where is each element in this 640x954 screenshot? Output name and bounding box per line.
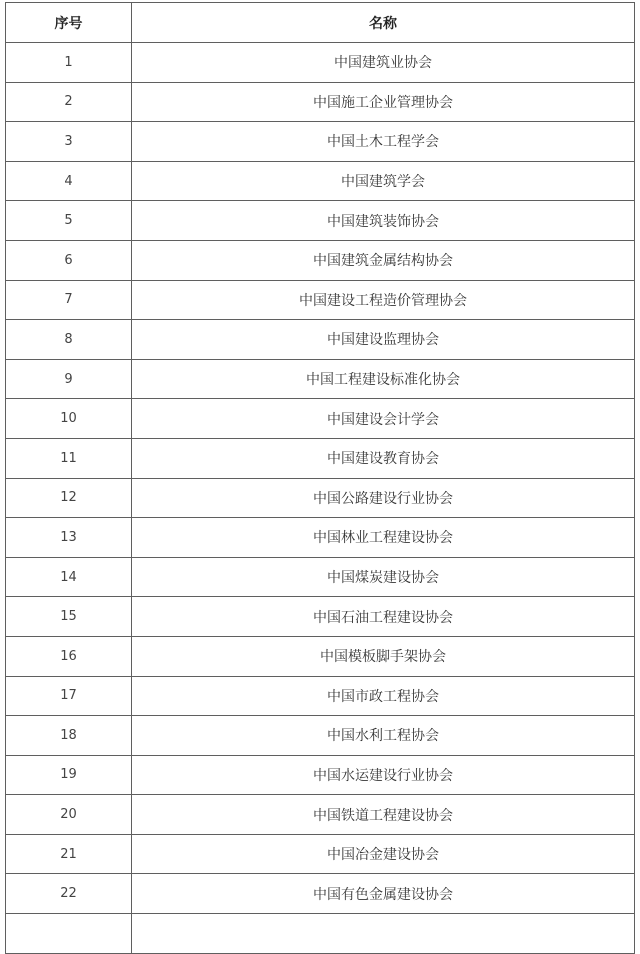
table-row xyxy=(6,676,635,716)
row-serial-number: 2 xyxy=(6,82,132,122)
row-serial-number: 14 xyxy=(6,557,132,597)
table-row xyxy=(6,161,635,201)
row-serial-number: 21 xyxy=(6,834,132,874)
table-row xyxy=(6,795,635,835)
row-association-name: 中国市政工程协会 xyxy=(132,676,635,716)
table-row xyxy=(6,320,635,360)
row-serial-number: 16 xyxy=(6,636,132,676)
table-row xyxy=(6,874,635,914)
table-row xyxy=(6,636,635,676)
row-serial-number: 6 xyxy=(6,240,132,280)
table-row xyxy=(6,399,635,439)
table-row xyxy=(6,43,635,83)
row-serial-number: 15 xyxy=(6,597,132,637)
row-association-name: 中国建筑业协会 xyxy=(132,43,635,83)
table-row xyxy=(6,201,635,241)
row-association-name: 中国煤炭建设协会 xyxy=(132,557,635,597)
row-serial-number: 11 xyxy=(6,438,132,478)
table-body xyxy=(6,43,635,954)
row-serial-number: 19 xyxy=(6,755,132,795)
row-serial-number: 17 xyxy=(6,676,132,716)
table-row xyxy=(6,122,635,162)
row-association-name: 中国建筑金属结构协会 xyxy=(132,240,635,280)
row-serial-number: 13 xyxy=(6,518,132,558)
row-association-name: 中国水利工程协会 xyxy=(132,716,635,756)
row-serial-number: 7 xyxy=(6,280,132,320)
row-serial-number: 18 xyxy=(6,716,132,756)
table-row xyxy=(6,834,635,874)
row-serial-number: 1 xyxy=(6,43,132,83)
table-row xyxy=(6,914,635,954)
row-serial-number xyxy=(6,914,132,954)
row-serial-number: 10 xyxy=(6,399,132,439)
row-association-name: 中国公路建设行业协会 xyxy=(132,478,635,518)
row-association-name: 中国建设监理协会 xyxy=(132,320,635,360)
row-association-name: 中国建设教育协会 xyxy=(132,438,635,478)
row-association-name: 中国建筑装饰协会 xyxy=(132,201,635,241)
table-row xyxy=(6,518,635,558)
table-row xyxy=(6,240,635,280)
row-serial-number: 20 xyxy=(6,795,132,835)
row-serial-number: 4 xyxy=(6,161,132,201)
table-row xyxy=(6,755,635,795)
row-association-name: 中国水运建设行业协会 xyxy=(132,755,635,795)
table-row xyxy=(6,478,635,518)
row-association-name: 中国冶金建设协会 xyxy=(132,834,635,874)
row-serial-number: 22 xyxy=(6,874,132,914)
row-serial-number: 8 xyxy=(6,320,132,360)
table-row xyxy=(6,716,635,756)
association-table-container xyxy=(5,2,635,954)
association-table xyxy=(5,2,635,954)
row-association-name: 中国施工企业管理协会 xyxy=(132,82,635,122)
row-association-name xyxy=(132,914,635,954)
row-association-name: 中国建设工程造价管理协会 xyxy=(132,280,635,320)
header-serial-number: 序号 xyxy=(6,3,132,43)
table-row xyxy=(6,438,635,478)
row-association-name: 中国建筑学会 xyxy=(132,161,635,201)
row-serial-number: 12 xyxy=(6,478,132,518)
table-row xyxy=(6,82,635,122)
row-association-name: 中国模板脚手架协会 xyxy=(132,636,635,676)
row-serial-number: 3 xyxy=(6,122,132,162)
row-association-name: 中国工程建设标准化协会 xyxy=(132,359,635,399)
row-association-name: 中国石油工程建设协会 xyxy=(132,597,635,637)
row-association-name: 中国建设会计学会 xyxy=(132,399,635,439)
row-serial-number: 5 xyxy=(6,201,132,241)
table-row xyxy=(6,597,635,637)
table-row xyxy=(6,557,635,597)
row-serial-number: 9 xyxy=(6,359,132,399)
row-association-name: 中国铁道工程建设协会 xyxy=(132,795,635,835)
header-name: 名称 xyxy=(132,3,635,43)
table-row xyxy=(6,359,635,399)
row-association-name: 中国有色金属建设协会 xyxy=(132,874,635,914)
table-row xyxy=(6,280,635,320)
table-header-row xyxy=(6,3,635,43)
row-association-name: 中国林业工程建设协会 xyxy=(132,518,635,558)
row-association-name: 中国土木工程学会 xyxy=(132,122,635,162)
